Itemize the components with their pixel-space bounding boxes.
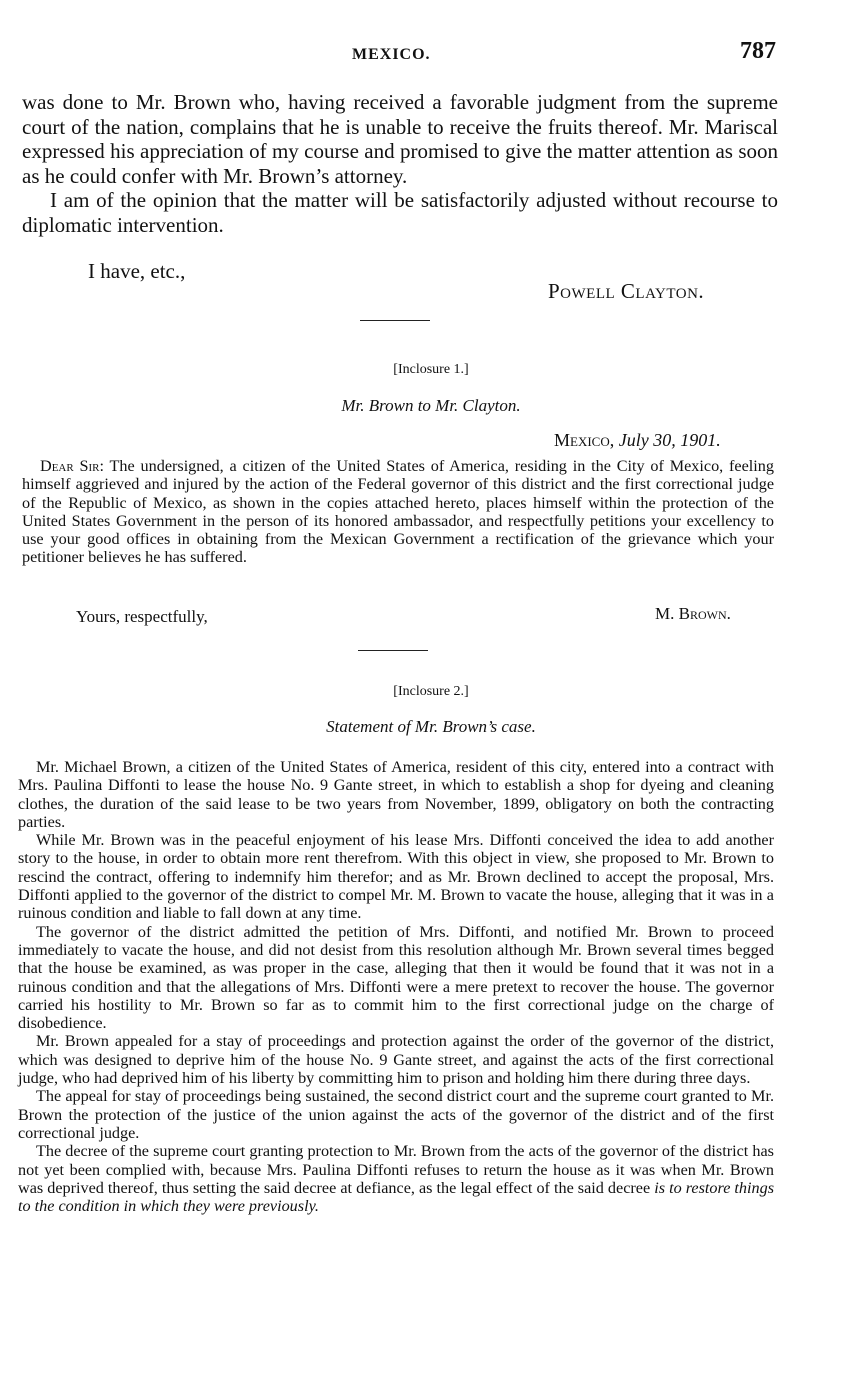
- inclosure-1-dateline: [554, 430, 721, 451]
- inclosure-1-label: [Inclosure 1.]: [393, 362, 469, 377]
- statement-paragraph: Mr. Michael Brown, a citizen of the United States of America, resident of this city, entered into a contract with Mrs. Paulina Diffonti to lease the house No. 9 Gante street, in which to establish a shop for dyeing and cleaning clothes, the duration of the said lease to be two years from November, 1899, obligatory on both the contracting parties.: [18, 758, 774, 831]
- inclosure-1-signature: M. Brown.: [655, 604, 731, 623]
- inclosure-1-body: [22, 457, 774, 567]
- running-title: MEXICO.: [352, 46, 431, 63]
- statement-paragraph-last: [18, 1142, 774, 1215]
- statement-paragraph: The appeal for stay of proceedings being sustained, the second district court and the supreme court granted to Mr. Brown the protection of the justice of the union against the acts of the governor of the district and of the first correctional judge.: [18, 1087, 774, 1142]
- statement-last-plain: The decree of the supreme court granting protection to Mr. Brown from the acts of the governor of the district has not yet been complied with, because Mrs. Paulina Diffonti refuses to return the house as it was when Mr. Brown was deprived thereof, thus setting the said decree at defiance, as the legal effect of the said decree: [18, 1142, 774, 1197]
- dateline-date: July 30, 1901.: [618, 430, 721, 450]
- salutation: Dear Sir:: [40, 457, 105, 475]
- letter-body: [22, 90, 778, 238]
- letter-closing: I have, etc.,: [88, 259, 186, 283]
- inclosure-1-text: The undersigned, a citizen of the United States of America, residing in the City of Mexico, feeling himself aggrieved and injured by the action of the Federal governor of this district and the first correctional judge of the Republic of Mexico, as shown in the copies attached hereto, places himself within the protection of the United States Government in the person of its honored ambassador, and respectfully petitions your excellency to use your good offices in obtaining from the Mexican Government a rectification of the grievance which your petitioner believes he has suffered.: [22, 457, 774, 567]
- page-number: 787: [740, 38, 776, 64]
- section-divider: [360, 320, 430, 321]
- statement-paragraph: The governor of the district admitted the petition of Mrs. Diffonti, and notified Mr. Brown to proceed immediately to vacate the house, and did not desist from this resolution although Mr. Brown several times begged that the house be examined, as was proper in the case, alleging that then it would be found that it was not in a ruinous condition and that the allegations of Mrs. Diffonti were a mere pretext to recover the house. The governor carried his hostility to Mr. Brown so far as to commit him to the first correctional judge on the charge of disobedience.: [18, 922, 774, 1033]
- letter-paragraph: was done to Mr. Brown who, having received a favorable judgment from the supreme court of the nation, complains that he is unable to receive the fruits thereof. Mr. Mariscal expressed his appreciation of my course and promised to give the matter attention as soon as he could confer with Mr. Brown’s attorney.: [22, 90, 778, 188]
- statement-paragraph: While Mr. Brown was in the peaceful enjoyment of his lease Mrs. Diffonti conceived the idea to add another story to the house, in order to obtain more rent therefrom. With this object in view, she proposed to Mr. Brown to rescind the contract, offering to indemnify him therefor; and as Mr. Brown declined to accept the proposal, Mrs. Diffonti applied to the governor of the district to compel Mr. M. Brown to vacate the house, alleging that it was in a ruinous condition and liable to fall down at any time.: [18, 831, 774, 923]
- inclosure-1-title: Mr. Brown to Mr. Clayton.: [341, 396, 521, 415]
- letter-signature: Powell Clayton.: [548, 279, 705, 303]
- statement-paragraph: Mr. Brown appealed for a stay of proceedings and protection against the order of the governor of the district, which was designed to deprive him of the house No. 9 Gante street, and against the acts of the first correctional judge, who had deprived him of his liberty by committing him to prison and holding him there during three days.: [18, 1032, 774, 1088]
- section-divider: [358, 650, 428, 651]
- inclosure-2-title: Statement of Mr. Brown’s case.: [326, 717, 536, 736]
- letter-paragraph: I am of the opinion that the matter will be satisfactorily adjusted without recourse to diplomatic intervention.: [22, 188, 778, 237]
- dateline-place: Mexico,: [554, 430, 615, 450]
- inclosure-2-body: [18, 758, 774, 1215]
- inclosure-1-closing: Yours, respectfully,: [76, 607, 208, 626]
- statement-last-italic: is to restore things to the condition in which they were previously.: [18, 1178, 775, 1216]
- page-header: [0, 38, 862, 68]
- inclosure-2-label: [Inclosure 2.]: [393, 684, 469, 699]
